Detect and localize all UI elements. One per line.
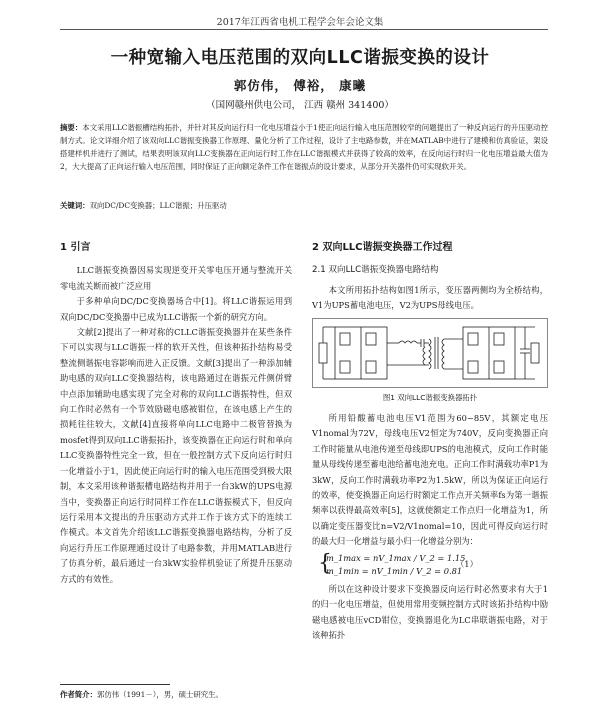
equation-number: （1） <box>456 558 478 569</box>
intro-paragraph-3: 文献[2]提出了一种对称的CLLC谐振变换器并在某些条件下可以实现与LLC谐振一样的软开关性，但该种拓扑结构易受整流侧谐振电容影响而进入正反馈。文献[3]提出了一种添加辅助电感的双向LLC变换器结构，该电路通过在谐振元件侧併臂中点添加辅助电感实现了完全对称的双向LLC谐振特性，但双向工作时必然有一个节效励磁电感被钳位，在该电感上产生的损耗往往较大，文献[4]直接将单向LLC电路中二极管替换为mosfet得到双向LLC谐振拓扑，该变换器在正向运行时和单向LLC变换器特性完全一致，但在一般控制方式下反向运行时归一化增益小于1，因此使正向运行时的输入电压范围受到极大限制，本文采用该种谐振槽电路结构并用于一台3kW的UPS电源当中，变换器正向运行时同样工作在LLC谐振模式下，但反向运行采用本文提出的升压驱动方式并工作于该方式下的连续工作模式。本文首先介绍该LLC谐振变换器电路结构，分析了反向运行升压工作原理通过设计了电路参数，并用MATLAB进行了仿真分析，最后通过一台3kW实验样机验证了所提升压驱动方式的有效性。 <box>60 327 292 584</box>
section-heading-intro: 1 引言 <box>60 242 91 253</box>
keywords <box>60 200 548 211</box>
gain-equation <box>318 550 548 578</box>
paper-title: 一种宽输入电压范围的双向LLC谐振变换的设计 <box>110 48 490 68</box>
footnote-label: 作者简介： <box>60 690 97 699</box>
footnote-text: 郭仿伟（1991－），男，硕士研究生。 <box>96 690 223 699</box>
circuit-main-paragraph: 所用铅酸蓄电池电压V1范围为60~85V，其额定电压V1nomal为72V，母线电压V2恒定为740V，反向变换器正向工作时能量从电池传递至母线即UPS的电池模式，反向工作时能量从母线传递至蓄电池给蓄电池充电。正向工作时满载功率P1为3kW，反向工作时满载功率P2为1.5kW，所以为保证正向运行的效率，使变换器正向运行时额定工作点开关频率fs为第一谐振频率以获得最高效率[5]，这就使额定工作点归一化增益为1，所以确定变压器变比n=V2/V1nomal=10，因此可得反向运行时的最大归一化增益与最小归一化增益分别为： <box>312 413 548 547</box>
affiliation: （国网赣州供电公司， 江西 赣州 341400） <box>206 100 394 111</box>
closing-paragraph: 所以在这种设计要求下变换器反向运行时必然要求有大于1的归一化电压增益，但使用常用变频控制方式时该拓扑结构中励磁电感被电压vCD钳位，变换器退化为LC串联谐振电路，对于该种拓扑 <box>312 583 548 640</box>
circuit-figure <box>312 318 548 388</box>
section-heading-working: 2 双向LLC谐振变换器工作过程 <box>312 242 453 253</box>
circuit-intro-paragraph: 本文所用拓扑结构如图1所示，变压器两侧均为全桥结构，V1为UPS蓄电池电压，V2为UPS母线电压。 <box>312 284 548 311</box>
footnote <box>60 689 223 700</box>
intro-paragraph-1: LLC谐振变换器因易实现逆变开关零电压开通与整流开关零电流关断而被广泛应用 <box>60 265 292 291</box>
right-column <box>312 240 548 643</box>
circuit-diagram <box>313 319 549 387</box>
left-column <box>60 240 292 587</box>
abstract-label: 摘要： <box>60 123 83 132</box>
subsection-heading: 2.1 双向LLC谐振变换器电路结构 <box>312 265 439 276</box>
footnote-rule <box>60 684 170 685</box>
keywords-label: 关键词： <box>60 201 90 210</box>
keywords-text: 双向DC/DC变换器；LLC谐振；升压驱动 <box>89 201 227 210</box>
abstract <box>60 121 548 173</box>
equation-line-max: m_1max = nV_1max / V_2 = 1.15 <box>326 552 466 563</box>
head-rule <box>60 29 548 30</box>
equation-line-min: m_1min = nV_1min / V_2 = 0.81 <box>326 565 463 576</box>
figure-caption: 图1 双向LLC谐振变换器拓扑 <box>382 392 478 402</box>
intro-paragraph-2: 于多种单向DC/DC变换器场合中[1]。将LLC谐振运用到双向DC/DC变换器中已成为LLC谐振一个新的研究方向。 <box>60 296 292 322</box>
running-head: 2017年江西省电机工程学会年会论文集 <box>216 17 384 28</box>
authors: 郭仿伟， 傅裕， 康曦 <box>233 78 367 93</box>
equation-brace: { <box>318 550 332 576</box>
abstract-text: 本文采用LLC谐振槽结构拓扑，并针对其反向运行归一化电压增益小于1使正向运行输入电压范围较窄的问题提出了一种反向运行的升压驱动控制方式。论文详细介绍了该双向LLC谐振变换器工作原理、量化分析了工作过程，设计了主电路参数，并在MATLAB中进行了建模和仿真验证，架设搭建样机并进行了测试，结果表明该双向LLC变换器在正向运行时工作在LLC谐振模式并获得了较高的效率，在反向运行时归一化电压增益最大值为2，大大提高了正向运行输入电压范围，同时保证了正向额定条件工作在谐振点的设计要求，从部分开关器件仍可实现软开关。 <box>60 123 548 171</box>
